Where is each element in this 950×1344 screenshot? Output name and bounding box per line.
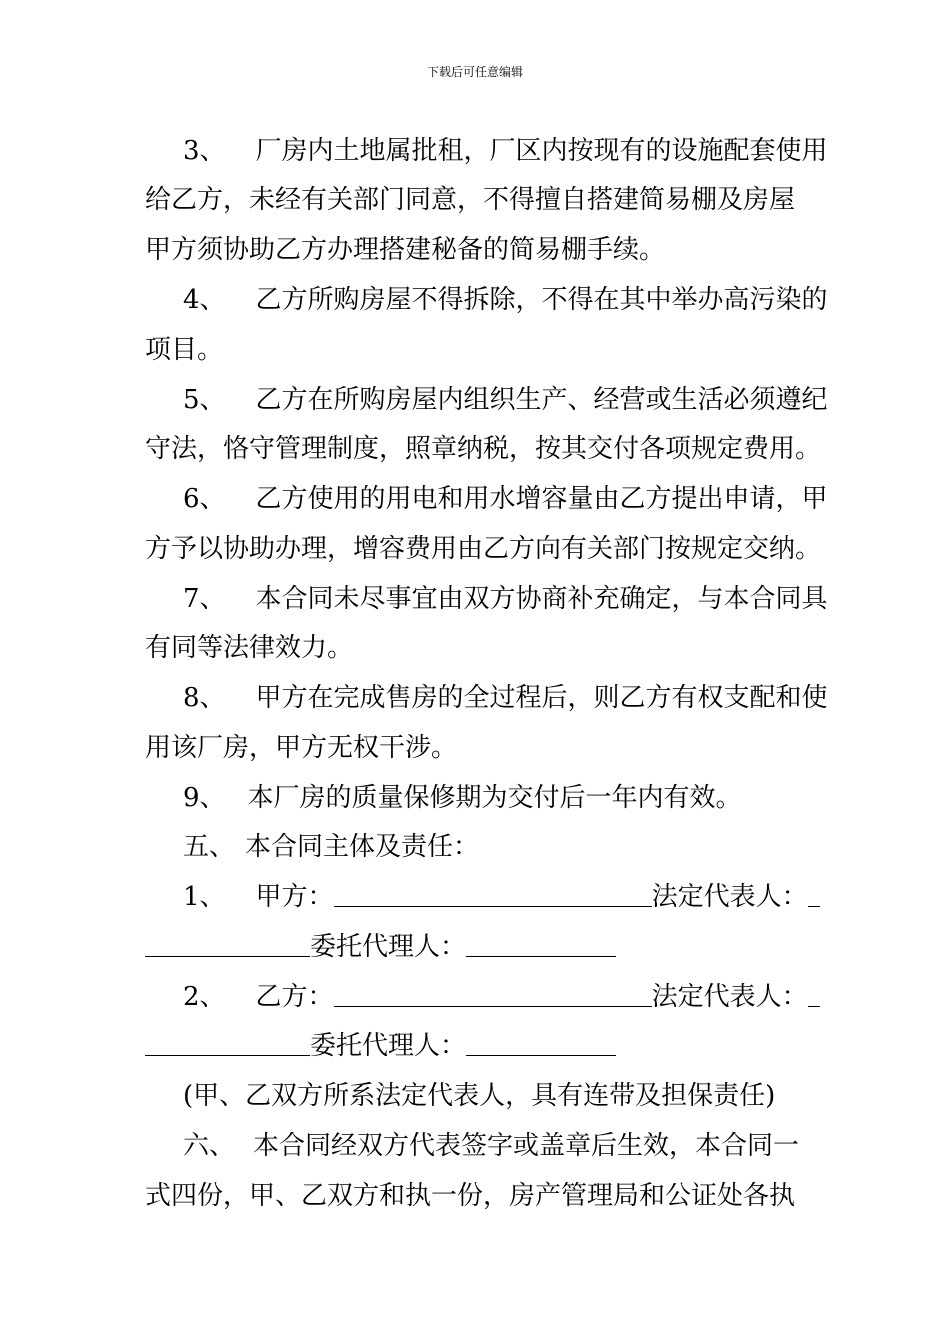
party-a-rep-blank[interactable] bbox=[808, 882, 820, 907]
party-a-blank[interactable] bbox=[334, 882, 652, 907]
party-b-agent-label: 委托代理人： bbox=[310, 1031, 467, 1061]
clause-9-text: 本厂房的质量保修期为交付后一年内有效。 bbox=[247, 783, 742, 813]
party-a-agent-blank[interactable] bbox=[466, 932, 616, 957]
section-6-line-2: 式四份，甲、乙双方和执一份，房产管理局和公证处各执 bbox=[145, 1181, 796, 1211]
clause-9-number: 9、 bbox=[183, 783, 226, 813]
clause-7-text: 本合同未尽事宜由双方协商补充确定，与本合同具 bbox=[255, 584, 828, 614]
party-b-line-1 bbox=[183, 980, 853, 1014]
clause-3-text: 厂房内土地属批租，厂区内按现有的设施配套使用 bbox=[255, 136, 828, 166]
party-b-line-2 bbox=[145, 1029, 815, 1063]
party-a-agent-label: 委托代理人： bbox=[310, 932, 467, 962]
party-a-line-1 bbox=[183, 880, 853, 914]
clause-3-line-3: 甲方须协助乙方办理搭建秘备的简易棚手续。 bbox=[145, 235, 666, 265]
party-a-label: 甲方： bbox=[255, 882, 334, 912]
party-b-rep-blank-cont[interactable] bbox=[145, 1031, 310, 1056]
party-b-rep-label: 法定代表人： bbox=[651, 982, 808, 1012]
clause-7-number: 7、 bbox=[183, 584, 226, 614]
clause-4-line-1 bbox=[183, 283, 853, 317]
party-b-blank[interactable] bbox=[334, 982, 652, 1007]
clause-4-line-2: 项目。 bbox=[145, 335, 224, 365]
clause-4-text: 乙方所购房屋不得拆除，不得在其中举办高污染的 bbox=[255, 285, 828, 315]
clause-7-line-1 bbox=[183, 582, 853, 616]
clause-8-line-1 bbox=[183, 681, 853, 715]
clause-8-line-2: 用该厂房，甲方无权干涉。 bbox=[145, 733, 458, 763]
party-b-agent-blank[interactable] bbox=[466, 1031, 616, 1056]
party-b-label: 乙方： bbox=[255, 982, 334, 1012]
party-a-line-2 bbox=[145, 930, 815, 964]
clause-4-number: 4、 bbox=[183, 285, 226, 315]
party-a-rep-label: 法定代表人： bbox=[651, 882, 808, 912]
section-5-title: 本合同主体及责任： bbox=[245, 832, 480, 862]
clause-3-line-1 bbox=[183, 134, 853, 168]
section-6-line-1 bbox=[183, 1129, 853, 1163]
section-6-number: 六、 bbox=[183, 1131, 236, 1161]
clause-3-number: 3、 bbox=[183, 136, 226, 166]
section-5-number: 五、 bbox=[183, 832, 236, 862]
clause-5-line-2: 守法，恪守管理制度，照章纳税，按其交付各项规定费用。 bbox=[145, 434, 822, 464]
clause-8-text: 甲方在完成售房的全过程后，则乙方有权支配和使 bbox=[255, 683, 828, 713]
clause-7-line-2: 有同等法律效力。 bbox=[145, 633, 354, 663]
clause-6-number: 6、 bbox=[183, 484, 226, 514]
party-b-rep-blank[interactable] bbox=[808, 982, 820, 1007]
clause-5-text: 乙方在所购房屋内组织生产、经营或生活必须遵纪 bbox=[255, 385, 828, 415]
clause-6-text: 乙方使用的用电和用水增容量由乙方提出申请，甲 bbox=[255, 484, 828, 514]
section-5-heading bbox=[183, 830, 853, 864]
party-a-rep-blank-cont[interactable] bbox=[145, 932, 310, 957]
page-header: 下载后可任意编辑 bbox=[426, 65, 523, 79]
clause-5-line-1 bbox=[183, 383, 853, 417]
liability-note: (甲、乙双方所系法定代表人，具有连带及担保责任) bbox=[183, 1081, 776, 1111]
section-6-text: 本合同经双方代表签字或盖章后生效，本合同一 bbox=[253, 1131, 800, 1161]
party-a-number: 1、 bbox=[183, 882, 226, 912]
clause-9-line bbox=[183, 781, 853, 815]
clause-5-number: 5、 bbox=[183, 385, 226, 415]
party-b-number: 2、 bbox=[183, 982, 226, 1012]
clause-8-number: 8、 bbox=[183, 683, 226, 713]
clause-6-line-2: 方予以协助办理，增容费用由乙方向有关部门按规定交纳。 bbox=[145, 534, 822, 564]
clause-6-line-1 bbox=[183, 482, 853, 516]
clause-3-line-2: 给乙方，未经有关部门同意，不得擅自搭建简易棚及房屋 bbox=[145, 185, 796, 215]
